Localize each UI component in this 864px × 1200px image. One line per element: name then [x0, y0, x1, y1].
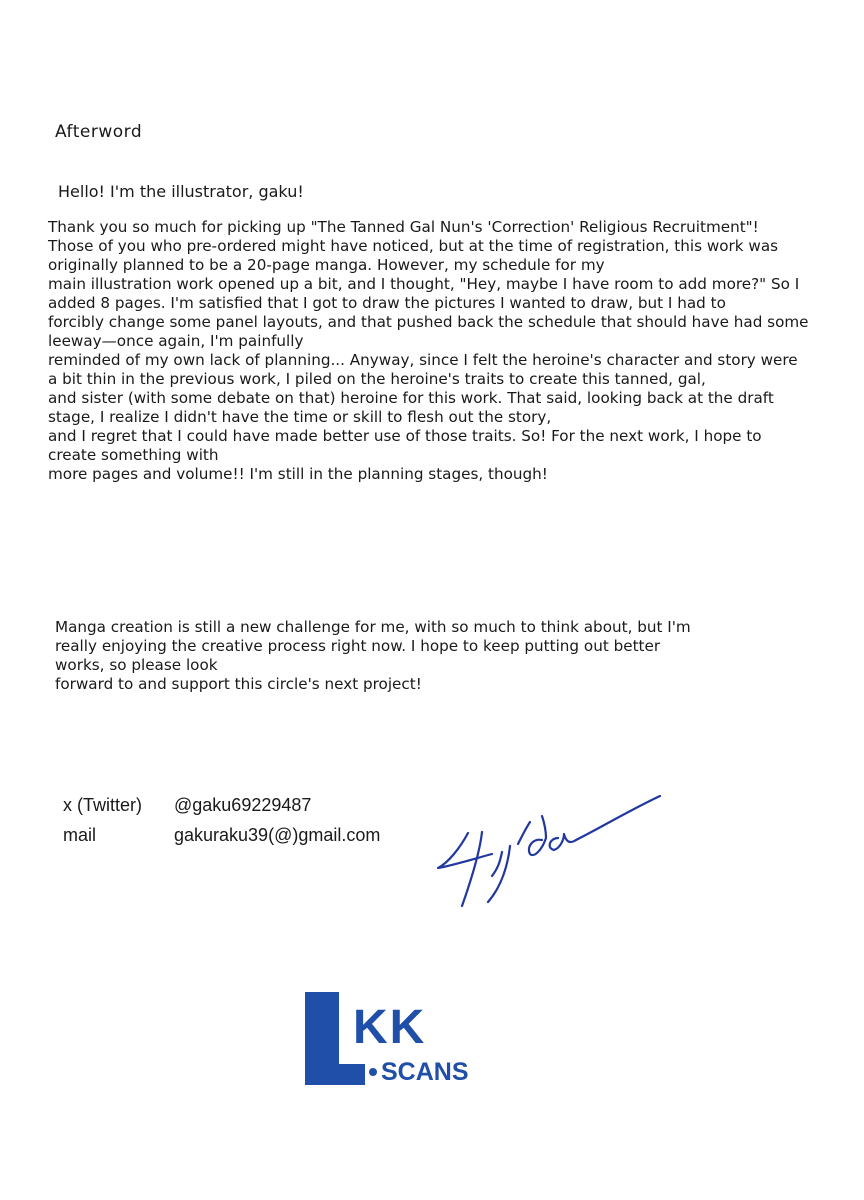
closing-line: really enjoying the creative process right now. I hope to keep putting out better — [55, 637, 661, 655]
body-line: create something with — [48, 446, 219, 464]
body-line: leeway—once again, I'm painfully — [48, 332, 304, 350]
logo-kk-text: KK — [353, 1001, 427, 1054]
body-line: and I regret that I could have made better use of those traits. So! For the next work, I hope to — [48, 427, 762, 445]
body-line: and sister (with some debate on that) heroine for this work. That said, looking back at the draft — [48, 389, 774, 407]
logo-l-mark-horizontal — [305, 1064, 365, 1085]
body-line: Thank you so much for picking up "The Tanned Gal Nun's 'Correction' Religious Recruitment"! — [48, 218, 759, 236]
closing-line: Manga creation is still a new challenge for me, with so much to think about, but I'm — [55, 618, 691, 636]
closing-line: forward to and support this circle's next project! — [55, 675, 422, 693]
body-line: stage, I realize I didn't have the time or skill to flesh out the story, — [48, 408, 552, 426]
body-line: a bit thin in the previous work, I piled on the heroine's traits to create this tanned, gal, — [48, 370, 706, 388]
contact-value-mail: gakuraku39(@)gmail.com — [174, 825, 381, 845]
contact-label-twitter: x (Twitter) — [63, 795, 142, 815]
logo-dot — [369, 1068, 377, 1076]
body-line: main illustration work opened up a bit, and I thought, "Hey, maybe I have room to add more?" So I — [48, 275, 800, 293]
handwritten-signature — [430, 788, 670, 913]
body-line: added 8 pages. I'm satisfied that I got to draw the pictures I wanted to draw, but I had to — [48, 294, 726, 312]
body-line: forcibly change some panel layouts, and that pushed back the schedule that should have had some — [48, 313, 809, 331]
body-line: Those of you who pre-ordered might have noticed, but at the time of registration, this work was — [48, 237, 779, 255]
lk-scans-logo — [305, 990, 500, 1090]
body-line: reminded of my own lack of planning... Anyway, since I felt the heroine's character and story were — [48, 351, 798, 369]
page-heading: Afterword — [55, 122, 143, 142]
body-line: originally planned to be a 20-page manga. However, my schedule for my — [48, 256, 605, 274]
contact-value-twitter: @gaku69229487 — [174, 795, 312, 815]
body-line: more pages and volume!! I'm still in the planning stages, though! — [48, 465, 548, 483]
body-paragraph — [48, 218, 823, 484]
closing-paragraph — [55, 618, 755, 694]
logo-scans-text: SCANS — [381, 1058, 469, 1086]
closing-line: works, so please look — [55, 656, 218, 674]
greeting-line: Hello! I'm the illustrator, gaku! — [58, 182, 304, 201]
contact-label-mail: mail — [63, 825, 97, 845]
